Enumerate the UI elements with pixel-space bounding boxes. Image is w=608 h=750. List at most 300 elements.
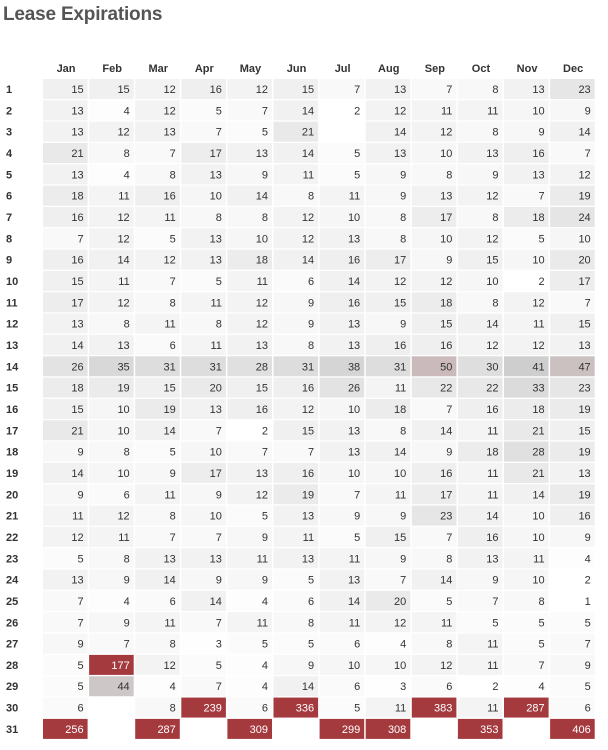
column-header-jun: Jun (286, 63, 307, 75)
cell-value-nov-26: 5 (538, 617, 545, 630)
cell-value-jul-20: 7 (354, 489, 361, 502)
cell-value-dec-26: 5 (584, 617, 591, 630)
cell-value-feb-11: 12 (117, 297, 130, 310)
cell-value-jun-23: 13 (301, 553, 315, 566)
cell-value-feb-29: 44 (117, 681, 130, 694)
row-header-27: 27 (6, 638, 19, 651)
cell-value-nov-20: 14 (532, 489, 545, 502)
cell-value-dec-6: 19 (578, 190, 591, 203)
row-header-30: 30 (6, 702, 19, 715)
column-header-jan: Jan (56, 63, 76, 75)
cell-value-aug-28: 10 (394, 659, 407, 672)
cell-value-aug-14: 31 (394, 361, 407, 374)
column-header-jul: Jul (334, 63, 351, 75)
cell-value-oct-15: 22 (486, 382, 499, 395)
cell-value-feb-22: 11 (118, 531, 130, 544)
cell-value-may-31: 309 (249, 723, 268, 736)
cell-value-jul-6: 11 (348, 190, 361, 203)
cell-value-feb-2: 4 (123, 105, 130, 118)
cell-value-sep-10: 12 (440, 275, 453, 288)
cell-value-jul-14: 38 (347, 361, 361, 374)
cell-value-aug-26: 12 (394, 617, 407, 630)
cell-value-jun-2: 14 (301, 105, 315, 118)
cell-value-aug-10: 12 (394, 275, 407, 288)
cell-value-may-26: 11 (256, 617, 268, 630)
cell-value-jan-3: 13 (71, 126, 84, 139)
cell-value-aug-13: 16 (394, 339, 407, 352)
cell-value-jun-12: 9 (307, 318, 315, 331)
row-header-12: 12 (6, 318, 19, 331)
cell-value-jan-18: 9 (77, 446, 84, 459)
cell-value-feb-8: 12 (117, 233, 130, 246)
cell-value-jul-24: 13 (347, 574, 361, 587)
cell-value-nov-11: 12 (532, 297, 545, 310)
row-header-31: 31 (6, 723, 19, 736)
cell-value-dec-24: 2 (584, 574, 591, 587)
cell-value-feb-5: 4 (123, 169, 130, 182)
cell-value-feb-16: 10 (117, 403, 130, 416)
cell-value-oct-11: 8 (492, 297, 499, 310)
cell-value-apr-7: 8 (215, 211, 222, 224)
cell-value-jun-16: 12 (301, 403, 315, 416)
cell-value-feb-15: 19 (117, 382, 130, 395)
cell-value-mar-8: 5 (169, 233, 176, 246)
cell-value-oct-30: 11 (487, 702, 499, 715)
cell-value-sep-22: 7 (446, 531, 453, 544)
cell-value-jun-10: 6 (307, 275, 315, 288)
cell-value-sep-23: 8 (446, 553, 453, 566)
cell-value-jun-8: 12 (301, 233, 315, 246)
cell-value-dec-18: 19 (578, 446, 591, 459)
cell-value-apr-28: 5 (215, 659, 222, 672)
cell-value-mar-11: 8 (169, 297, 176, 310)
cell-value-feb-14: 35 (117, 361, 130, 374)
cell-value-aug-21: 9 (400, 510, 407, 523)
row-header-1: 1 (6, 84, 13, 96)
cell-value-dec-16: 19 (578, 403, 591, 416)
cell-value-may-20: 12 (255, 489, 268, 502)
cell-value-jul-23: 11 (348, 553, 361, 566)
cell-value-oct-13: 12 (486, 339, 499, 352)
cell-value-feb-1: 15 (117, 84, 130, 96)
cell-value-mar-23: 13 (163, 553, 176, 566)
cell-value-may-12: 12 (255, 318, 268, 331)
cell-value-jul-9: 16 (347, 254, 361, 267)
cell-value-dec-11: 7 (584, 297, 591, 310)
cell-value-dec-20: 19 (578, 489, 591, 502)
cell-value-jul-19: 10 (347, 467, 361, 480)
cell-value-jun-28: 9 (307, 659, 315, 672)
cell-value-oct-16: 16 (486, 403, 499, 416)
cell-value-mar-13: 6 (169, 339, 176, 352)
cell-value-aug-2: 12 (394, 105, 407, 118)
cell-value-jan-17: 21 (71, 425, 84, 438)
row-header-25: 25 (6, 595, 19, 608)
cell-value-apr-18: 10 (209, 446, 222, 459)
cell-value-oct-2: 11 (487, 105, 499, 118)
cell-value-may-29: 4 (261, 681, 268, 694)
column-header-aug: Aug (378, 63, 400, 75)
cell-value-mar-22: 7 (169, 531, 176, 544)
cell-value-oct-25: 7 (492, 595, 499, 608)
cell-value-may-22: 9 (261, 531, 268, 544)
cell-value-mar-3: 13 (163, 126, 176, 139)
cell-value-oct-8: 12 (486, 233, 499, 246)
cell-value-oct-26: 5 (492, 617, 499, 630)
cell-value-jan-13: 14 (71, 339, 84, 352)
cell-value-nov-23: 11 (533, 553, 545, 566)
row-header-7: 7 (6, 211, 13, 224)
cell-value-nov-21: 10 (532, 510, 545, 523)
cell-value-oct-3: 8 (492, 126, 499, 139)
cell-value-mar-18: 5 (169, 446, 176, 459)
cell-value-feb-28: 177 (111, 659, 130, 672)
cell-value-oct-6: 12 (486, 190, 499, 203)
cell-value-mar-6: 16 (163, 190, 176, 203)
cell-value-jan-26: 7 (77, 617, 84, 630)
cell-value-dec-9: 20 (578, 254, 591, 267)
cell-value-mar-15: 15 (163, 382, 176, 395)
cell-value-jun-25: 6 (307, 595, 315, 608)
cell-value-jun-4: 14 (301, 147, 315, 160)
cell-value-jan-9: 16 (71, 254, 84, 267)
row-header-16: 16 (6, 403, 19, 416)
cell-value-aug-18: 14 (394, 446, 407, 459)
cell-value-nov-28: 7 (538, 659, 545, 672)
cell-value-nov-10: 2 (538, 275, 545, 288)
cell-value-aug-24: 7 (400, 574, 407, 587)
row-header-3: 3 (6, 126, 13, 139)
cell-value-aug-15: 11 (394, 382, 407, 395)
cell-value-feb-26: 9 (123, 617, 130, 630)
cell-value-jun-6: 8 (307, 190, 315, 203)
row-header-6: 6 (6, 190, 13, 203)
cell-value-may-10: 11 (256, 275, 268, 288)
cell-value-jan-28: 5 (77, 659, 84, 672)
cell-value-may-24: 9 (261, 574, 268, 587)
row-header-23: 23 (6, 553, 19, 566)
cell-value-jul-21: 9 (354, 510, 361, 523)
row-header-29: 29 (6, 681, 19, 694)
cell-value-jan-16: 15 (71, 403, 84, 416)
cell-value-sep-19: 16 (440, 467, 453, 480)
cell-value-mar-14: 31 (163, 361, 176, 374)
cell-value-oct-5: 9 (492, 169, 499, 182)
cell-value-sep-13: 16 (440, 339, 453, 352)
cell-value-nov-13: 12 (532, 339, 545, 352)
cell-value-jan-10: 15 (71, 275, 84, 288)
cell-value-dec-2: 9 (584, 105, 591, 118)
cell-value-oct-7: 8 (492, 211, 499, 224)
cell-value-oct-28: 11 (487, 659, 499, 672)
cell-value-dec-22: 9 (584, 531, 591, 544)
cell-value-jun-15: 16 (301, 382, 315, 395)
cell-value-jan-7: 16 (71, 211, 84, 224)
cell-value-mar-1: 12 (163, 84, 176, 96)
cell-value-apr-6: 10 (209, 190, 222, 203)
cell-value-feb-19: 10 (117, 467, 130, 480)
cell-value-nov-1: 13 (532, 84, 545, 96)
cell-value-apr-16: 13 (209, 403, 222, 416)
cell-value-may-21: 5 (261, 510, 268, 523)
cell-value-oct-23: 13 (486, 553, 499, 566)
cell-value-may-27: 5 (261, 638, 268, 651)
cell-value-oct-21: 14 (486, 510, 499, 523)
cell-value-nov-8: 5 (538, 233, 545, 246)
cell-value-jul-25: 14 (347, 595, 361, 608)
cell-value-feb-10: 11 (118, 275, 130, 288)
cell-value-feb-25: 4 (123, 595, 130, 608)
cell-value-apr-14: 31 (209, 361, 222, 374)
cell-value-sep-6: 13 (440, 190, 453, 203)
cell-value-nov-19: 21 (532, 467, 545, 480)
cell-value-dec-4: 7 (584, 147, 591, 160)
cell-value-jun-5: 11 (302, 169, 315, 182)
cell-value-sep-17: 14 (440, 425, 453, 438)
cell-value-sep-5: 8 (446, 169, 453, 182)
cell-value-oct-10: 10 (486, 275, 499, 288)
cell-value-may-8: 10 (255, 233, 268, 246)
cell-value-jun-29: 14 (301, 681, 315, 694)
cell-value-apr-30: 239 (203, 702, 222, 715)
cell-value-may-25: 4 (261, 595, 268, 608)
cell-value-nov-2: 10 (532, 105, 545, 118)
cell-value-aug-6: 9 (400, 190, 407, 203)
cell-value-feb-17: 10 (117, 425, 130, 438)
cell-value-feb-13: 13 (117, 339, 130, 352)
cell-value-nov-7: 18 (532, 211, 545, 224)
cell-value-sep-24: 14 (440, 574, 453, 587)
cell-value-sep-2: 11 (440, 105, 453, 118)
cell-value-apr-24: 9 (215, 574, 222, 587)
cell-value-jul-27: 6 (354, 638, 361, 651)
cell-value-mar-19: 9 (169, 467, 176, 480)
cell-value-sep-7: 17 (440, 211, 453, 224)
cell-value-jan-1: 15 (71, 84, 84, 96)
cell-value-jun-27: 5 (307, 638, 315, 651)
cell-value-may-9: 18 (255, 254, 268, 267)
row-header-9: 9 (6, 254, 13, 267)
cell-value-dec-21: 16 (578, 510, 591, 523)
cell-value-may-7: 8 (261, 211, 268, 224)
cell-value-sep-18: 9 (446, 446, 453, 459)
cell-value-jul-11: 16 (347, 297, 361, 310)
cell-value-apr-10: 5 (215, 275, 222, 288)
cell-value-oct-20: 11 (487, 489, 499, 502)
cell-value-jun-3: 21 (301, 126, 315, 139)
cell-value-jul-1: 7 (354, 84, 361, 96)
cell-value-jun-18: 7 (307, 446, 315, 459)
cell-value-jul-17: 13 (347, 425, 361, 438)
cell-value-dec-5: 12 (578, 169, 591, 182)
cell-value-jan-24: 13 (71, 574, 84, 587)
cell-value-apr-19: 17 (209, 467, 222, 480)
row-header-24: 24 (6, 574, 19, 587)
cell-value-jul-31: 299 (341, 723, 361, 736)
cell-value-aug-5: 9 (400, 169, 407, 182)
cell-value-apr-2: 5 (215, 105, 222, 118)
column-header-oct: Oct (471, 63, 491, 75)
cell-value-feb-24: 9 (123, 574, 130, 587)
cell-value-dec-27: 7 (584, 638, 591, 651)
cell-value-oct-12: 14 (486, 318, 499, 331)
cell-value-mar-24: 14 (163, 574, 176, 587)
cell-value-nov-3: 9 (538, 126, 545, 139)
cell-value-oct-27: 11 (487, 638, 499, 651)
cell-value-jun-19: 16 (301, 467, 315, 480)
cell-value-mar-30: 8 (169, 702, 176, 715)
cell-value-apr-3: 7 (215, 126, 222, 139)
chart-title: Lease Expirations (3, 4, 163, 25)
cell-value-may-1: 12 (255, 84, 268, 96)
cell-value-jul-16: 10 (347, 403, 361, 416)
cell-value-feb-7: 12 (117, 211, 130, 224)
cell-value-aug-8: 8 (400, 233, 407, 246)
cell-value-may-30: 6 (261, 702, 268, 715)
cell-value-feb-27: 7 (123, 638, 130, 651)
cell-value-aug-20: 11 (394, 489, 407, 502)
cell-value-sep-26: 11 (440, 617, 453, 630)
cell-value-aug-7: 8 (400, 211, 407, 224)
cell-value-aug-11: 15 (394, 297, 407, 310)
cell-value-mar-16: 19 (163, 403, 176, 416)
cell-value-sep-29: 6 (446, 681, 453, 694)
cell-value-oct-24: 9 (492, 574, 499, 587)
cell-value-nov-27: 5 (538, 638, 545, 651)
cell-value-jan-14: 26 (71, 361, 84, 374)
cell-value-dec-7: 24 (578, 211, 591, 224)
cell-value-jan-2: 13 (71, 105, 84, 118)
cell-value-may-3: 5 (261, 126, 268, 139)
cell-value-jul-8: 13 (347, 233, 361, 246)
cell-value-nov-14: 41 (532, 361, 545, 374)
cell-value-jan-29: 5 (77, 681, 84, 694)
cell-value-mar-20: 11 (164, 489, 176, 502)
cell-value-sep-11: 18 (440, 297, 453, 310)
cell-value-jan-22: 12 (71, 531, 84, 544)
cell-value-apr-11: 11 (210, 297, 222, 310)
cell-value-dec-12: 15 (578, 318, 591, 331)
column-header-mar: Mar (148, 63, 169, 75)
cell-value-apr-27: 3 (215, 638, 222, 651)
cell-value-nov-5: 13 (532, 169, 545, 182)
cell-value-sep-20: 17 (440, 489, 453, 502)
cell-value-aug-22: 15 (394, 531, 407, 544)
row-header-28: 28 (6, 659, 19, 672)
cell-value-aug-25: 20 (394, 595, 407, 608)
cell-value-jul-29: 6 (354, 681, 361, 694)
cell-value-jul-5: 5 (354, 169, 361, 182)
cell-value-apr-12: 8 (215, 318, 222, 331)
row-header-22: 22 (6, 531, 19, 544)
cell-value-oct-19: 11 (487, 467, 499, 480)
cell-value-nov-30: 287 (526, 702, 545, 715)
cell-value-jan-27: 9 (77, 638, 84, 651)
cell-value-jul-26: 11 (348, 617, 361, 630)
cell-value-sep-21: 23 (440, 510, 453, 523)
cell-value-may-17: 2 (261, 425, 268, 438)
cell-value-apr-21: 10 (209, 510, 222, 523)
cell-value-dec-1: 23 (578, 84, 591, 96)
cell-value-oct-18: 18 (486, 446, 499, 459)
cell-value-mar-4: 7 (169, 147, 176, 160)
cell-value-may-15: 15 (255, 382, 268, 395)
cell-value-mar-27: 8 (169, 638, 176, 651)
cell-value-may-28: 4 (261, 659, 268, 672)
cell-value-mar-7: 11 (164, 211, 176, 224)
row-header-2: 2 (6, 105, 13, 118)
cell-value-apr-13: 11 (210, 339, 222, 352)
cell-value-jun-21: 13 (301, 510, 315, 523)
cell-value-may-2: 7 (261, 105, 268, 118)
row-header-20: 20 (6, 489, 19, 502)
cell-value-jul-2: 2 (354, 105, 361, 118)
cell-value-jan-8: 7 (77, 233, 84, 246)
cell-value-apr-1: 16 (209, 84, 222, 96)
cell-value-may-6: 14 (255, 190, 268, 203)
column-header-apr: Apr (194, 63, 214, 75)
cell-value-dec-29: 5 (584, 681, 591, 694)
cell-value-mar-5: 8 (169, 169, 176, 182)
cell-value-feb-20: 6 (123, 489, 130, 502)
cell-value-may-11: 12 (255, 297, 268, 310)
cell-value-may-14: 28 (255, 361, 268, 374)
column-header-may: May (239, 63, 262, 75)
cell-value-sep-8: 10 (440, 233, 453, 246)
cell-value-sep-3: 12 (440, 126, 453, 139)
cell-value-jun-13: 8 (307, 339, 315, 352)
row-header-17: 17 (6, 425, 19, 438)
cell-value-may-23: 11 (256, 553, 268, 566)
cell-value-feb-9: 14 (117, 254, 130, 267)
row-header-18: 18 (6, 446, 19, 459)
cell-value-oct-14: 30 (486, 361, 499, 374)
cell-value-oct-4: 13 (486, 147, 499, 160)
row-header-21: 21 (6, 510, 19, 523)
cell-value-nov-16: 18 (532, 403, 545, 416)
cell-value-may-5: 9 (261, 169, 268, 182)
row-header-15: 15 (6, 382, 19, 395)
cell-value-dec-30: 6 (584, 702, 591, 715)
cell-value-aug-29: 3 (400, 681, 407, 694)
cell-value-apr-25: 14 (209, 595, 222, 608)
cell-value-mar-17: 14 (163, 425, 176, 438)
column-header-feb: Feb (102, 63, 122, 75)
cell-value-mar-9: 12 (163, 254, 176, 267)
cell-value-sep-27: 8 (446, 638, 453, 651)
cell-value-oct-31: 353 (480, 723, 499, 736)
column-header-dec: Dec (563, 63, 584, 75)
cell-value-mar-29: 4 (169, 681, 176, 694)
cell-value-may-19: 13 (255, 467, 268, 480)
cell-value-dec-25: 1 (584, 595, 591, 608)
cell-value-apr-23: 13 (209, 553, 222, 566)
cell-value-feb-18: 8 (123, 446, 130, 459)
cell-value-mar-2: 12 (163, 105, 176, 118)
cell-value-feb-4: 8 (123, 147, 130, 160)
cell-value-jan-19: 14 (71, 467, 84, 480)
cell-value-apr-15: 20 (209, 382, 222, 395)
cell-value-dec-10: 17 (578, 275, 591, 288)
row-header-13: 13 (6, 339, 19, 352)
row-header-26: 26 (6, 617, 19, 630)
cell-value-jan-20: 9 (77, 489, 84, 502)
cell-value-apr-26: 7 (215, 617, 222, 630)
cell-value-jun-20: 19 (301, 489, 315, 502)
cell-value-aug-17: 8 (400, 425, 407, 438)
row-header-10: 10 (6, 275, 19, 288)
cell-value-sep-1: 7 (446, 84, 453, 96)
